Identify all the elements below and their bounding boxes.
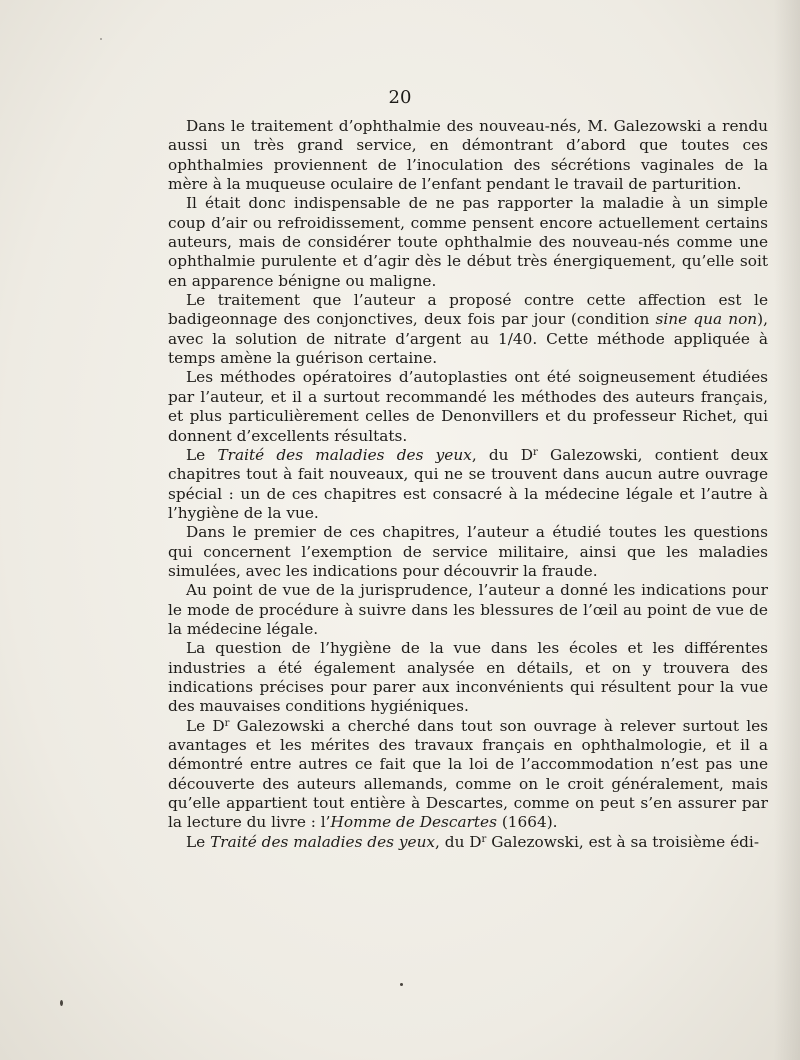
paragraph-4: Les méthodes opératoires d’autoplasties ont été soigneusement étudiées par l’auteur, et il a surtout recommandé les méthodes des auteurs français, et plus particulièrement celles de Denonvillers et du professeur Richet, qui donnent d’excellents résultats. bbox=[168, 368, 768, 445]
page-edge-shadow bbox=[774, 0, 800, 1060]
paragraph-1: Dans le traitement d’ophthalmie des nouveau-nés, M. Galezowski a rendu aussi un très grand service, en démontrant d’abord que toutes ces ophthalmies proviennent de l’inoculation des sécrétions vaginales de la mère à la muqueuse oculaire de l’enfant pendant le travail de parturition. bbox=[168, 117, 768, 194]
paper-speck bbox=[60, 1000, 63, 1006]
paragraph-9: Le $D^r$ Galezowski a cherché dans tout son ouvrage à relever surtout les avantages et les mérites des travaux français en ophthalmologie, et il a démontré entre autres ce fait que la loi de l’accommodation n’est pas une découverte des auteurs allemands, comme on le croit généralement, mais qu’elle appartient tout entière à Descartes, comme on peut s’en assurer par la lecture du livre : l’Homme de Descartes (1664). bbox=[168, 716, 769, 832]
paragraph-3: Le traitement que l’auteur a proposé contre cette affection est le badigeonnage des conjonctives, deux fois par jour (condition sine qua non), avec la solution de nitrate d’argent au 1/40. Cette méthode appliquée à temps amène la guérison certaine. bbox=[168, 291, 768, 368]
paper-speck bbox=[100, 38, 102, 40]
body-text bbox=[168, 117, 768, 852]
page-number: 20 bbox=[388, 87, 412, 108]
paragraph-5: Le Traité des maladies des yeux, du $D^r$ Galezowski, contient deux chapitres tout à fait nouveaux, qui ne se trouvent dans aucun autre ouvrage spécial : un de ces chapitres est consacré à la médecine légale et l’autre à l’hygiène de la vue. bbox=[168, 445, 769, 522]
paragraph-10: Le Traité des maladies des yeux, du $D^r$ Galezowski, est à sa troisième édi- bbox=[186, 832, 759, 851]
paragraph-6: Dans le premier de ces chapitres, l’auteur a étudié toutes les questions qui concernent l’exemption de service militaire, ainsi que les maladies simulées, avec les indications pour découvrir la fraude. bbox=[168, 523, 768, 580]
paragraph-8: La question de l’hygiène de la vue dans les écoles et les différentes industries a été également analysée en détails, et on y trouvera des indications précises pour parer aux inconvénients qui résultent pour la vue des mauvaises conditions hygiéniques. bbox=[168, 639, 768, 716]
paper-speck bbox=[400, 983, 403, 986]
paragraph-2: Il était donc indispensable de ne pas rapporter la maladie à un simple coup d’air ou refroidissement, comme pensent encore actuellement certains auteurs, mais de considérer toute ophthalmie des nouveau-nés comme une ophthalmie purulente et d’agir dès le début très énergiquement, qu’elle soit en apparence bénigne ou maligne. bbox=[168, 194, 768, 290]
paragraph-7: Au point de vue de la jurisprudence, l’auteur a donné les indications pour le mode de procédure à suivre dans les blessures de l’œil au point de vue de la médecine légale. bbox=[168, 581, 768, 638]
